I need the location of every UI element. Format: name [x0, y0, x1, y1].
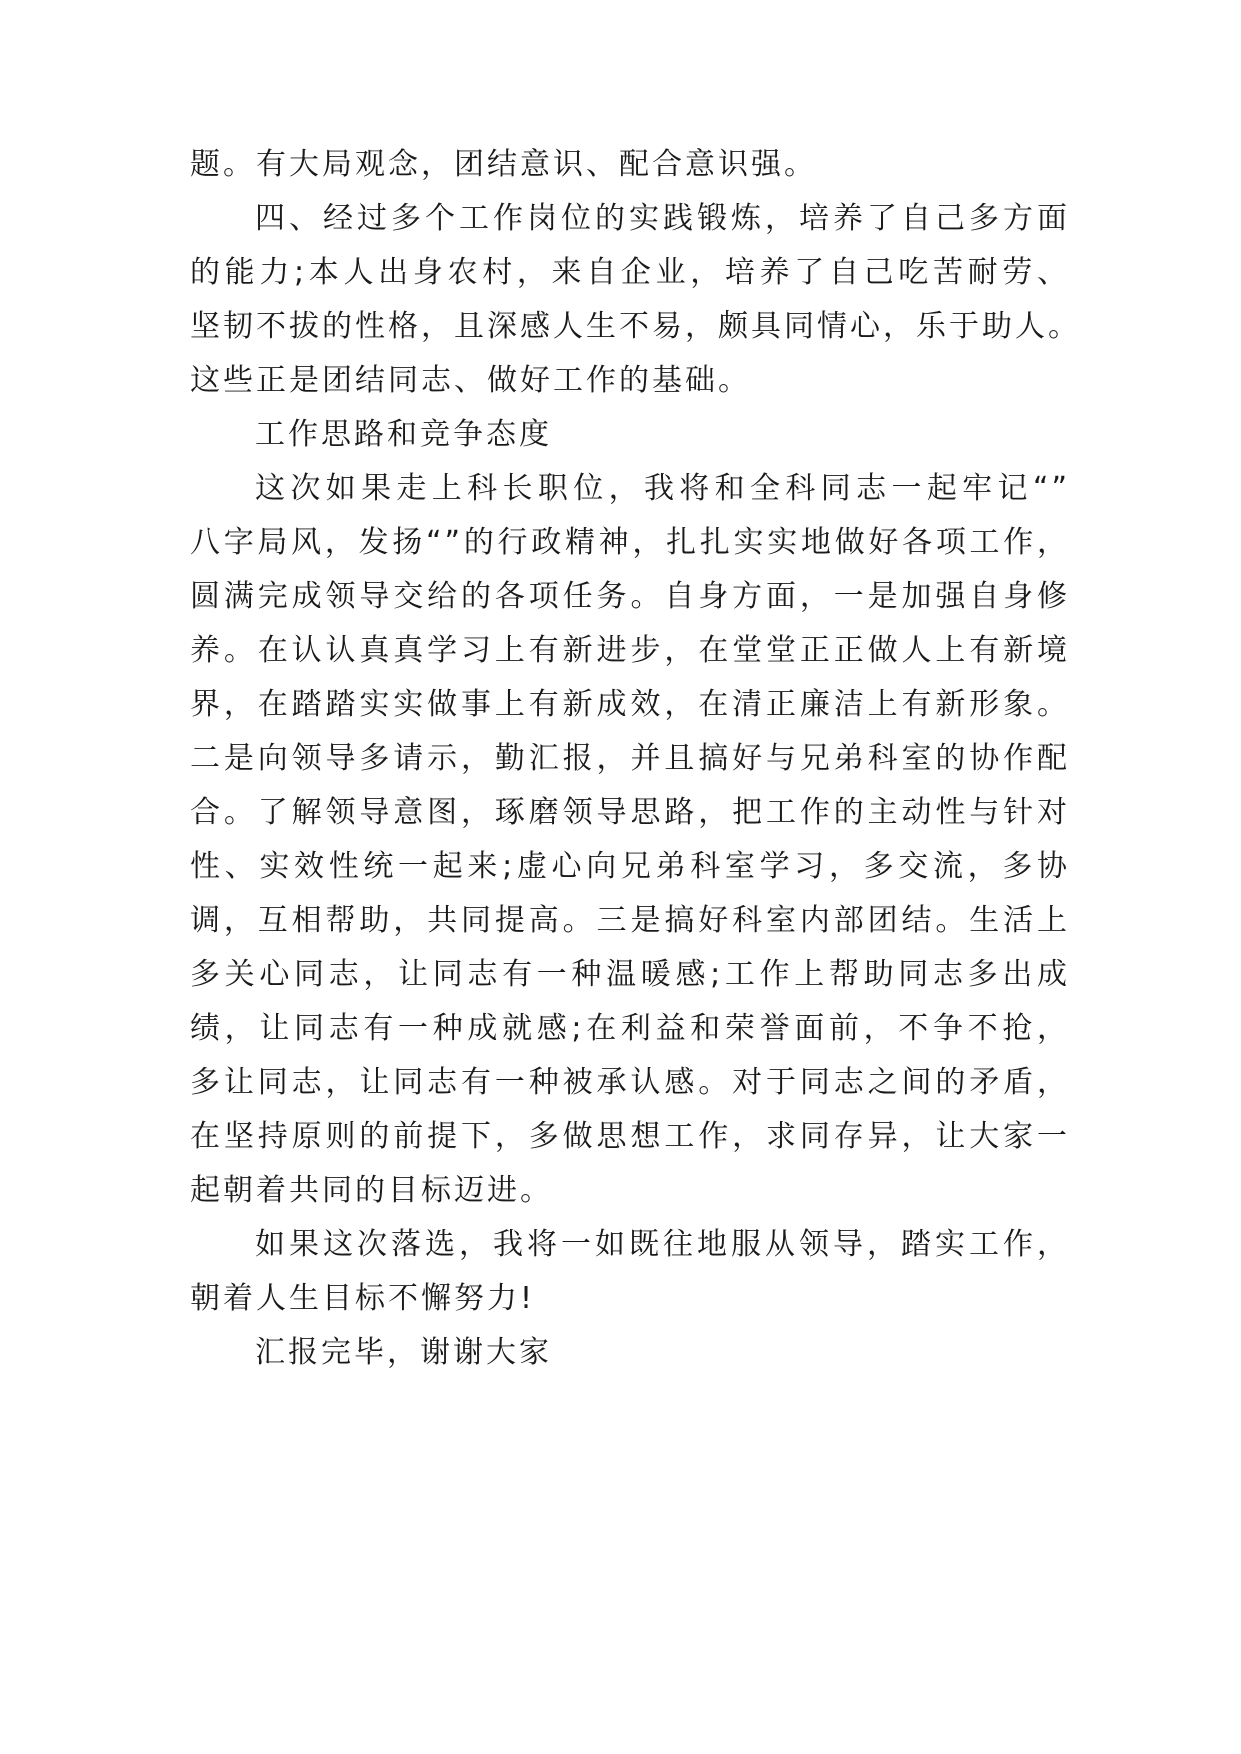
- text-line: 如果这次落选，我将一如既往地服从领导，踏实工作，: [255, 1227, 1070, 1262]
- text-line: 起朝着共同的目标迈进。: [190, 1173, 553, 1208]
- text-line: 多让同志，让同志有一种被承认感。对于同志之间的矛盾，: [190, 1065, 1070, 1100]
- closing-line: 汇报完毕，谢谢大家: [255, 1335, 552, 1370]
- text-line: 二是向领导多请示，勤汇报，并且搞好与兄弟科室的协作配: [190, 741, 1070, 776]
- text-line: 多关心同志，让同志有一种温暖感;工作上帮助同志多出成: [190, 957, 1070, 992]
- text-line: 朝着人生目标不懈努力!: [190, 1281, 536, 1316]
- text-line: 这次如果走上科长职位，我将和全科同志一起牢记“”: [255, 471, 1070, 506]
- text-line: 合。了解领导意图，琢磨领导思路，把工作的主动性与针对: [190, 795, 1070, 830]
- text-line: 界，在踏踏实实做事上有新成效，在清正廉洁上有新形象。: [190, 687, 1070, 722]
- text-line: 八字局风，发扬“”的行政精神，扎扎实实地做好各项工作，: [190, 525, 1070, 560]
- text-line: 坚韧不拔的性格，且深感人生不易，颇具同情心，乐于助人。: [190, 309, 1081, 344]
- text-line: 在坚持原则的前提下，多做思想工作，求同存异，让大家一: [190, 1119, 1070, 1154]
- text-line: 性、实效性统一起来;虚心向兄弟科室学习，多交流，多协: [190, 849, 1070, 884]
- text-line: 养。在认认真真学习上有新进步，在堂堂正正做人上有新境: [190, 633, 1070, 668]
- section-heading: 工作思路和竞争态度: [255, 417, 552, 452]
- text-line: 题。有大局观念，团结意识、配合意识强。: [190, 147, 817, 182]
- text-line: 的能力;本人出身农村，来自企业，培养了自己吃苦耐劳、: [190, 255, 1070, 290]
- text-line: 调，互相帮助，共同提高。三是搞好科室内部团结。生活上: [190, 903, 1070, 938]
- text-line: 绩，让同志有一种成就感;在利益和荣誉面前，不争不抢，: [190, 1011, 1070, 1046]
- text-line: 四、经过多个工作岗位的实践锻炼，培养了自己多方面: [255, 201, 1070, 236]
- text-line: 这些正是团结同志、做好工作的基础。: [190, 363, 751, 398]
- text-line: 圆满完成领导交给的各项任务。自身方面，一是加强自身修: [190, 579, 1070, 614]
